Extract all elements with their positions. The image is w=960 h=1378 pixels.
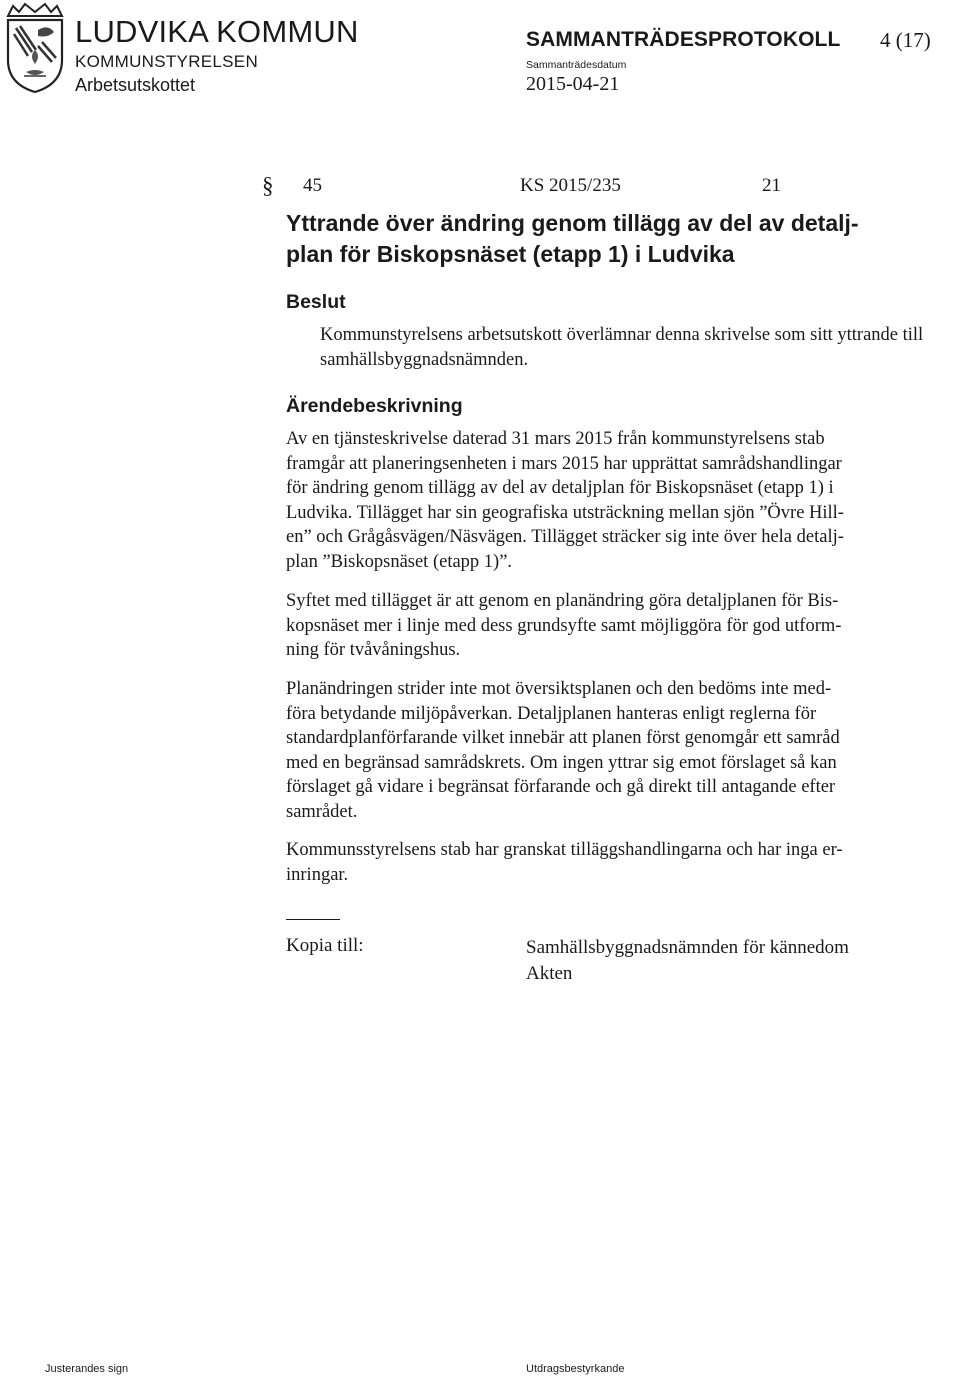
paragraph-line: inringar. <box>286 864 349 885</box>
paragraph-number: 45 <box>303 175 322 196</box>
municipal-crest-logo <box>4 2 66 94</box>
paragraph-line: med en begränsad samrådskrets. Om ingen yttrar sig emot förslaget så kan <box>286 752 837 773</box>
description-paragraph <box>286 838 941 887</box>
page-reference: 21 <box>762 175 781 196</box>
committee-name: Arbetsutskottet <box>75 75 196 95</box>
paragraph-line: en” och Grågåsvägen/Näsvägen. Tillägget sträcker sig inte över hela detalj- <box>286 527 844 547</box>
paragraph-sign: § <box>262 173 274 198</box>
paragraph-line: ning för tvåvåningshus. <box>286 640 461 660</box>
section-title-line: Yttrande över ändring genom tillägg av del av detalj- <box>286 210 859 236</box>
paragraph-line: föra betydande miljöpåverkan. Detaljplanen hanteras enligt reglerna för <box>286 703 817 724</box>
organization-unit: KOMMUNSTYRELSEN <box>75 52 259 71</box>
meeting-date-label: Sammanträdesdatum <box>526 59 627 71</box>
description-heading: Ärendebeskrivning <box>286 395 463 417</box>
case-number: KS 2015/235 <box>520 175 621 196</box>
paragraph-line: Ludvika. Tillägget har sin geografiska utsträckning mellan sjön ”Övre Hill- <box>286 502 844 523</box>
section-title-line: plan för Biskopsnäset (etapp 1) i Ludvika <box>286 241 735 267</box>
paragraph-line: förslaget gå vidare i begränsat förfarande och gå direkt till antagande efter <box>286 777 836 797</box>
page-number: 4 (17) <box>880 28 931 52</box>
paragraph-line: för ändring genom tillägg av del av detaljplan för Biskopsnäset (etapp 1) i <box>286 478 834 498</box>
divider <box>286 919 340 920</box>
description-paragraph <box>286 589 941 663</box>
meeting-date: 2015-04-21 <box>526 73 620 95</box>
document-type: SAMMANTRÄDESPROTOKOLL <box>526 28 841 51</box>
paragraph-line: standardplanförfarande vilket innebär att planen först genomgår ett samråd <box>286 728 840 748</box>
organization-name: LUDVIKA KOMMUN <box>75 14 359 49</box>
paragraph-line: samrådet. <box>286 801 358 822</box>
paragraph-line: framgår att planeringsenheten i mars 2015 har upprättat samrådshandlingar <box>286 453 842 474</box>
decision-text: Kommunstyrelsens arbetsutskott överlämnar denna skrivelse som sitt yttrande till samhällsbyggnadsnämnden. <box>320 325 924 370</box>
paragraph-line: plan ”Biskopsnäset (etapp 1)”. <box>286 551 513 572</box>
footer-signature-label: Justerandes sign <box>45 1363 129 1375</box>
decision-heading: Beslut <box>286 291 346 313</box>
paragraph-line: Syftet med tillägget är att genom en planändring göra detaljplanen för Bis- <box>286 591 839 611</box>
description-paragraph <box>286 427 941 574</box>
copy-recipient: Samhällsbyggnadsnämnden för kännedom <box>526 937 849 958</box>
section-title <box>286 208 946 270</box>
paragraph-line: Planändringen strider inte mot översiktsplanen och den bedöms inte med- <box>286 679 832 699</box>
copy-recipients <box>526 935 849 987</box>
paragraph-line: Av en tjänsteskrivelse daterad 31 mars 2015 från kommunstyrelsens stab <box>286 429 825 449</box>
copy-to-label: Kopia till: <box>286 935 364 956</box>
paragraph-line: kopsnäset mer i linje med dess grundsyfte samt möjliggöra för god utform- <box>286 615 842 636</box>
description-paragraph <box>286 677 941 824</box>
footer-certification-label: Utdragsbestyrkande <box>526 1363 625 1375</box>
paragraph-line: Kommunsstyrelsens stab har granskat tilläggshandlingarna och har inga er- <box>286 840 843 860</box>
copy-recipient: Akten <box>526 963 573 984</box>
